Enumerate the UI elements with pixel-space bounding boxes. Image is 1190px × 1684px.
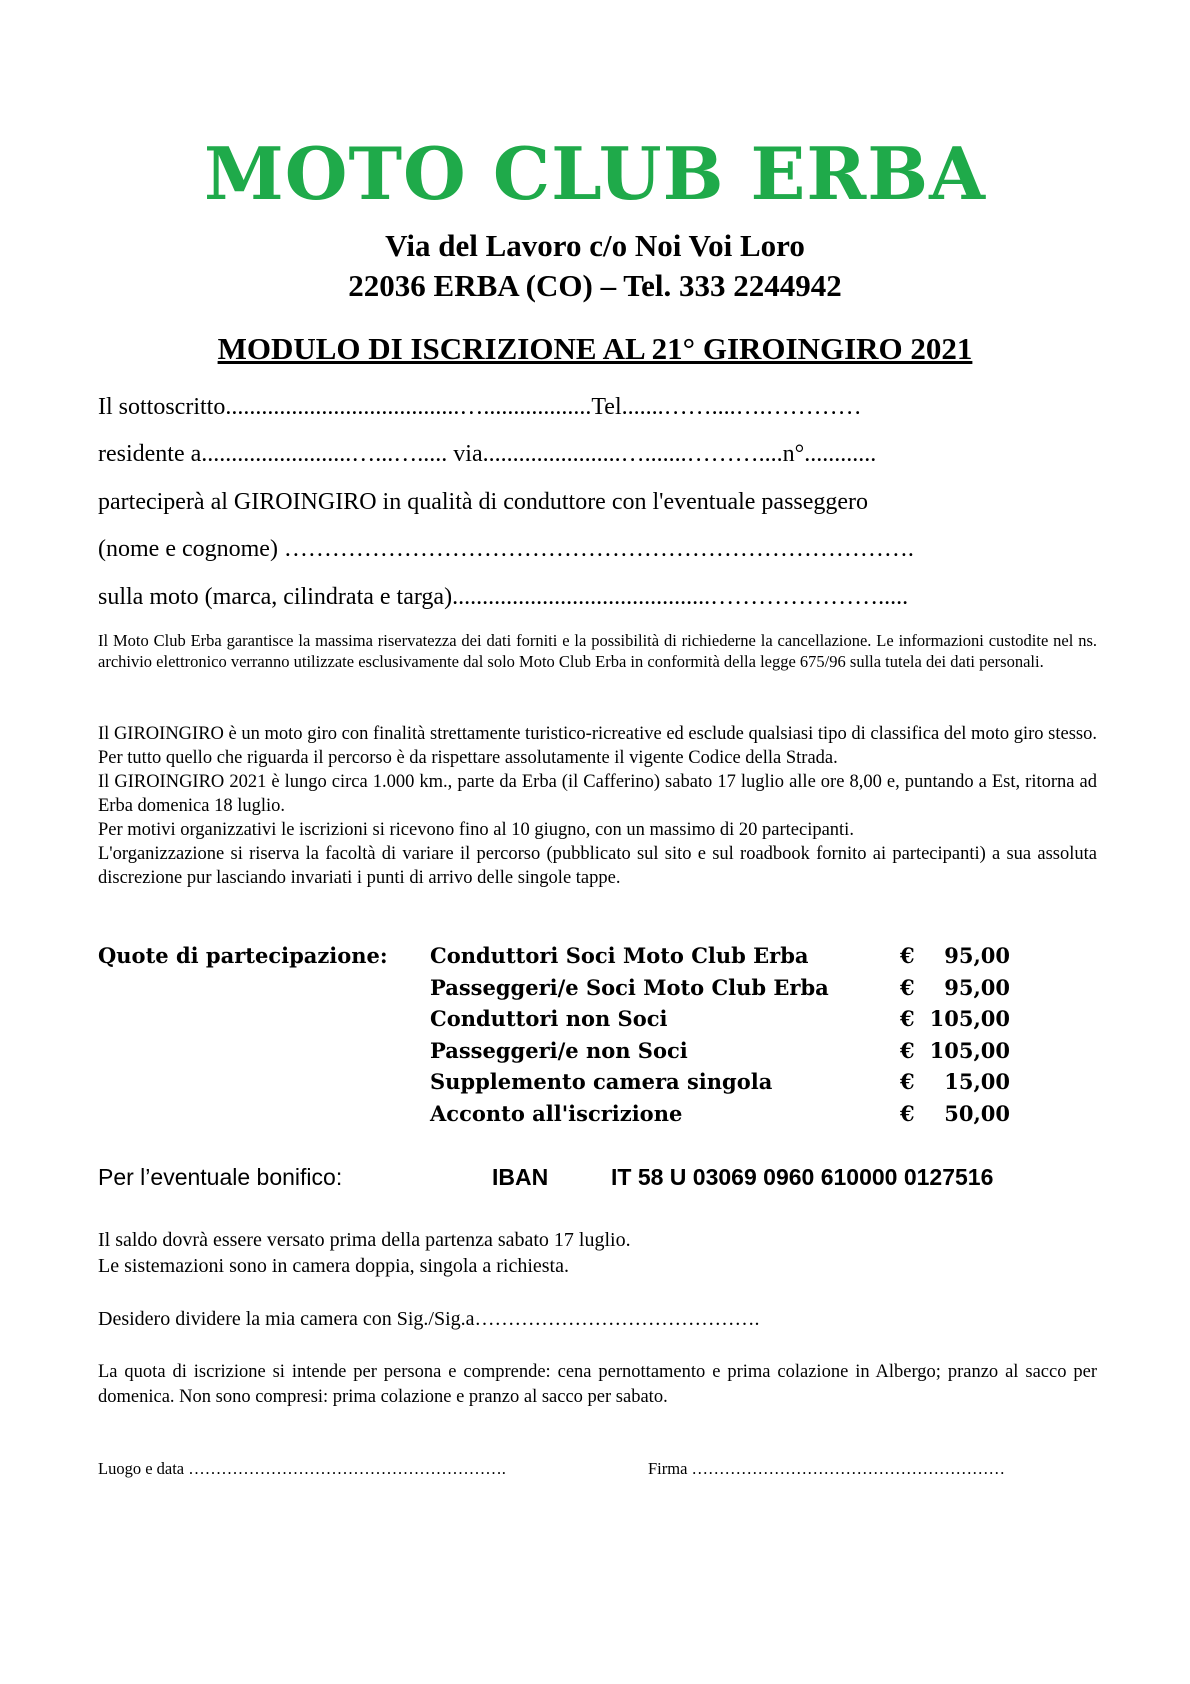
- fee-amount: 50,00: [944, 1100, 1010, 1126]
- bank-transfer-label: Per l’eventuale bonifico:: [98, 1164, 343, 1190]
- fee-amount: 105,00: [929, 1006, 1010, 1031]
- subscriber-line[interactable]: Il sottoscritto.......................................…..................Tel.......……....….…………: [98, 394, 862, 420]
- iban-code: IT 58 U 03069 0960 610000 0127516: [611, 1164, 994, 1190]
- euro-symbol: €: [900, 1069, 915, 1094]
- info-paragraph: L'organizzazione si riserva la facoltà di variare il percorso (pubblicato sul sito e sul roadbook fornito ai partecipanti) a sua assoluta discrezione pur lasciando invariati i punti di arrivo delle singole tappe.: [98, 844, 1097, 889]
- fee-name: Conduttori Soci Moto Club Erba: [430, 943, 809, 968]
- room-share-line[interactable]: Desidero dividere la mia camera con Sig./Sig.a…………………………………….: [98, 1308, 760, 1330]
- fee-row: [430, 1069, 1010, 1101]
- info-paragraph: Il GIROINGIRO 2021 è lungo circa 1.000 km., parte da Erba (il Cafferino) sabato 17 luglio alle ore 8,00 e, puntando a Est, ritorna ad Erba domenica 18 luglio.: [98, 772, 1097, 817]
- event-info: [98, 722, 1097, 890]
- club-address-line2: 22036 ERBA (CO) – Tel. 333 2244942: [348, 268, 842, 303]
- signature-field[interactable]: Firma …………………………………………………: [648, 1459, 1006, 1478]
- form-title-text: MODULO DI ISCRIZIONE AL 21° GIROINGIRO 2021: [217, 331, 973, 366]
- fee-name: Supplemento camera singola: [430, 1069, 773, 1094]
- balance-line: Il saldo dovrà essere versato prima della partenza sabato 17 luglio.: [98, 1229, 631, 1251]
- balance-notes: [98, 1227, 631, 1279]
- club-title: MOTO CLUB ERBA: [204, 131, 986, 216]
- fee-name: Conduttori non Soci: [430, 1006, 668, 1031]
- room-arrangement-line: Le sistemazioni sono in camera doppia, singola a richiesta.: [98, 1255, 569, 1277]
- passenger-name-line[interactable]: (nome e cognome) …………………………………………………………………….: [98, 536, 914, 562]
- fee-row: [430, 1101, 1010, 1133]
- fee-row: [430, 975, 1010, 1007]
- form-title: [0, 331, 1190, 367]
- fees-label: Quote di partecipazione:: [98, 943, 388, 968]
- euro-symbol: €: [900, 974, 915, 1000]
- residence-line[interactable]: residente a.........................…...…..... via.......................….......………....n°............: [98, 441, 877, 467]
- fee-amount: 15,00: [944, 1069, 1010, 1094]
- fee-name: Acconto all'iscrizione: [430, 1100, 683, 1126]
- place-date-field[interactable]: Luogo e data ………………………………………………….: [98, 1459, 506, 1478]
- info-paragraph: Il GIROINGIRO è un moto giro con finalità strettamente turistico-ricreative ed esclude qualsiasi tipo di classifica del moto giro stesso. Per tutto quello che riguarda il percorso è da rispettare assolutamente il vigente Codice della Strada.: [98, 724, 1097, 769]
- euro-symbol: €: [900, 1100, 915, 1126]
- iban-label: IBAN: [492, 1164, 549, 1190]
- fee-amount: 95,00: [944, 943, 1010, 968]
- fee-name: Passeggeri/e Soci Moto Club Erba: [430, 974, 829, 1000]
- euro-symbol: €: [900, 1006, 915, 1031]
- fee-amount: 95,00: [944, 974, 1010, 1000]
- fee-row: [430, 1006, 1010, 1038]
- fees-list: [430, 943, 1010, 1132]
- euro-symbol: €: [900, 943, 915, 968]
- fee-name: Passeggeri/e non Soci: [430, 1037, 688, 1063]
- fee-row: [430, 943, 1010, 975]
- fee-inclusions: La quota di iscrizione si intende per persona e comprende: cena pernottamento e prima colazione in Albergo; pranzo al sacco per domenica. Non sono compresi: prima colazione e pranzo al sacco per sabato.: [98, 1362, 1097, 1407]
- fee-amount: 105,00: [929, 1037, 1010, 1063]
- club-address-line1: Via del Lavoro c/o Noi Voi Loro: [385, 228, 805, 263]
- euro-symbol: €: [900, 1037, 915, 1063]
- privacy-notice: Il Moto Club Erba garantisce la massima riservatezza dei dati forniti e la possibilità di richiederne la cancellazione. Le informazioni custodite nel ns. archivio elettronico verranno utilizzate esclusivamente dal solo Moto Club Erba in conformità della legge 675/96 sulla tutela dei dati personali.: [98, 631, 1097, 672]
- participation-line: parteciperà al GIROINGIRO in qualità di conduttore con l'eventuale passeggero: [98, 489, 869, 515]
- motorcycle-line[interactable]: sulla moto (marca, cilindrata e targa)...........................................………………….....: [98, 584, 909, 610]
- info-paragraph: Per motivi organizzativi le iscrizioni si ricevono fino al 10 giugno, con un massimo di 20 partecipanti.: [98, 820, 854, 841]
- fee-row: [430, 1038, 1010, 1070]
